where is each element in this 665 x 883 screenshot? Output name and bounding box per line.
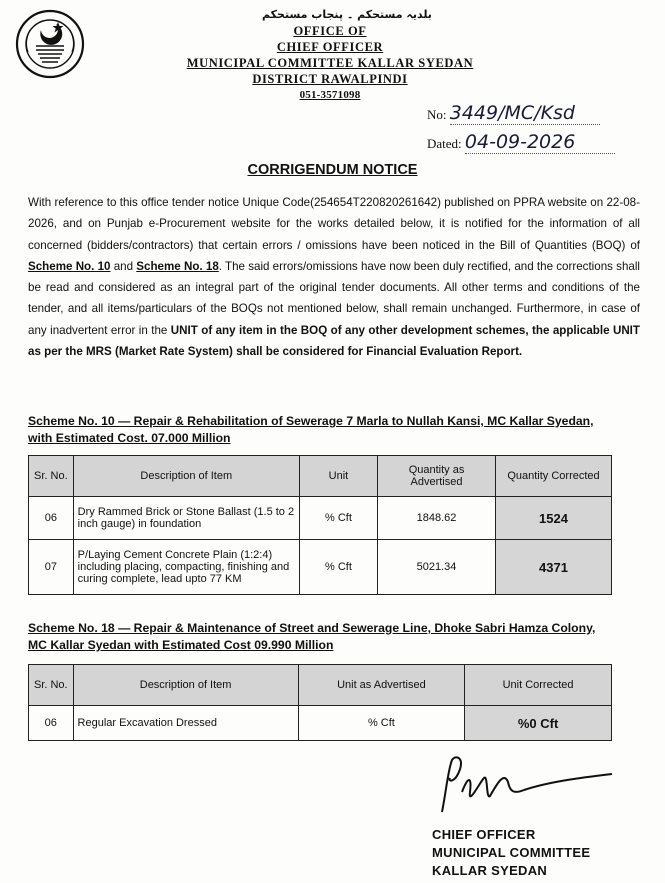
committee-line: MUNICIPAL COMMITTEE KALLAR SYEDAN [186,56,474,70]
row-corrected: 4371 [496,540,612,595]
col-description: Description of Item [73,665,298,706]
table-header-row [29,456,612,497]
dated-label: Dated: [427,136,462,151]
scheme-10-heading [28,413,640,447]
signature-block [432,826,590,880]
no-label: No: [427,107,447,122]
body-part-2: . The said errors/omissions have now been duly rectified, and the corrections shall be read and considered as an integral part of the original tender documents. All other terms and conditions of the tender, and all items/particulars of the BOQs not mentioned below, shall remain unchanged. Furthermore, in case of any inadvertent error in the [28,259,641,337]
col-quantity-advertised: Quantity as Advertised [378,456,496,497]
row-unit-corrected: %0 Cft [465,706,612,741]
scheme-18-heading-line2: MC Kallar Syedan with Estimated Cost 09.990 Million [28,638,334,652]
signatory-title: CHIEF OFFICER [432,827,536,842]
body-bold-clause: UNIT of any item in the BOQ of any other development schemes, the applicable UNIT as per the MRS (Market Rate System) shall be considered for Financial Evaluation Report. [28,323,640,359]
signatory-location: KALLAR SYEDAN [432,863,548,878]
scheme-10-heading-line1: Scheme No. 10 — Repair & Rehabilitation of Sewerage 7 Marla to Nullah Kansi, MC Kallar Syedan, [28,414,594,428]
signatory-committee: MUNICIPAL COMMITTEE [432,845,591,860]
col-sr-no: Sr. No. [29,456,74,497]
row-unit: % Cft [299,497,377,540]
col-unit-advertised: Unit as Advertised [298,665,464,706]
scheme-10-heading-line2: with Estimated Cost. 07.000 Million [28,431,231,445]
col-unit-corrected: Unit Corrected [465,665,612,706]
row-description: P/Laying Cement Concrete Plain (1:2:4) including placing, compacting, finishing and curing complete, lead upto 77 KM [73,540,299,595]
row-sr: 06 [29,706,74,741]
dated-value: 04-09-2026 [465,131,615,154]
phone-number: 051-3571098 [299,89,361,101]
scheme-18-table [28,664,612,741]
chief-officer-line: CHIEF OFFICER [276,40,384,54]
district-line: DISTRICT RAWALPINDI [252,72,408,86]
scheme-18-ref: Scheme No. 18 [136,259,219,273]
table-header-row [29,665,612,706]
handwritten-signature [428,752,628,822]
reference-number-row [427,102,600,125]
office-of-line: OFFICE OF [293,24,367,38]
scheme-10-ref: Scheme No. 10 [28,259,111,273]
row-advertised: 5021.34 [378,540,496,595]
row-sr: 07 [29,540,74,595]
table-row [29,497,612,540]
urdu-slogan: بلدیہ مستحکم ۔ پنجاب مستحکم [262,8,432,21]
body-part-1: With reference to this office tender notice Unique Code(254654T220820261642) published on PPRA website on 22-08-2026, and on Punjab e-Procurement website for the works detailed below, it is notified for the information of all concerned (bidders/contractors) that certain errors / omissions have been noticed in the Bill of Quantities (BOQ) of [28,196,640,252]
col-unit: Unit [299,456,377,497]
scheme-18-heading-line1: Scheme No. 18 — Repair & Maintenance of Street and Sewerage Line, Dhoke Sabri Hamza Colony, [28,621,596,635]
notice-title: CORRIGENDUM NOTICE [247,162,418,178]
row-corrected: 1524 [496,497,612,540]
row-unit: % Cft [299,540,377,595]
row-description: Regular Excavation Dressed [73,706,298,741]
notice-body [28,192,640,362]
row-sr: 06 [29,497,74,540]
scheme-18-heading [28,620,640,654]
row-description: Dry Rammed Brick or Stone Ballast (1.5 to 2 inch gauge) in foundation [73,497,299,540]
col-sr-no: Sr. No. [29,665,74,706]
government-of-punjab-logo [14,8,86,80]
row-advertised: 1848.62 [378,497,496,540]
dated-row [427,131,615,154]
scheme-10-table [28,455,612,595]
table-row [29,540,612,595]
col-description: Description of Item [73,456,299,497]
row-unit-advertised: % Cft [298,706,464,741]
table-row [29,706,612,741]
col-quantity-corrected: Quantity Corrected [496,456,612,497]
reference-number: 3449/MC/Ksd [450,102,600,125]
body-and: and [110,259,137,273]
